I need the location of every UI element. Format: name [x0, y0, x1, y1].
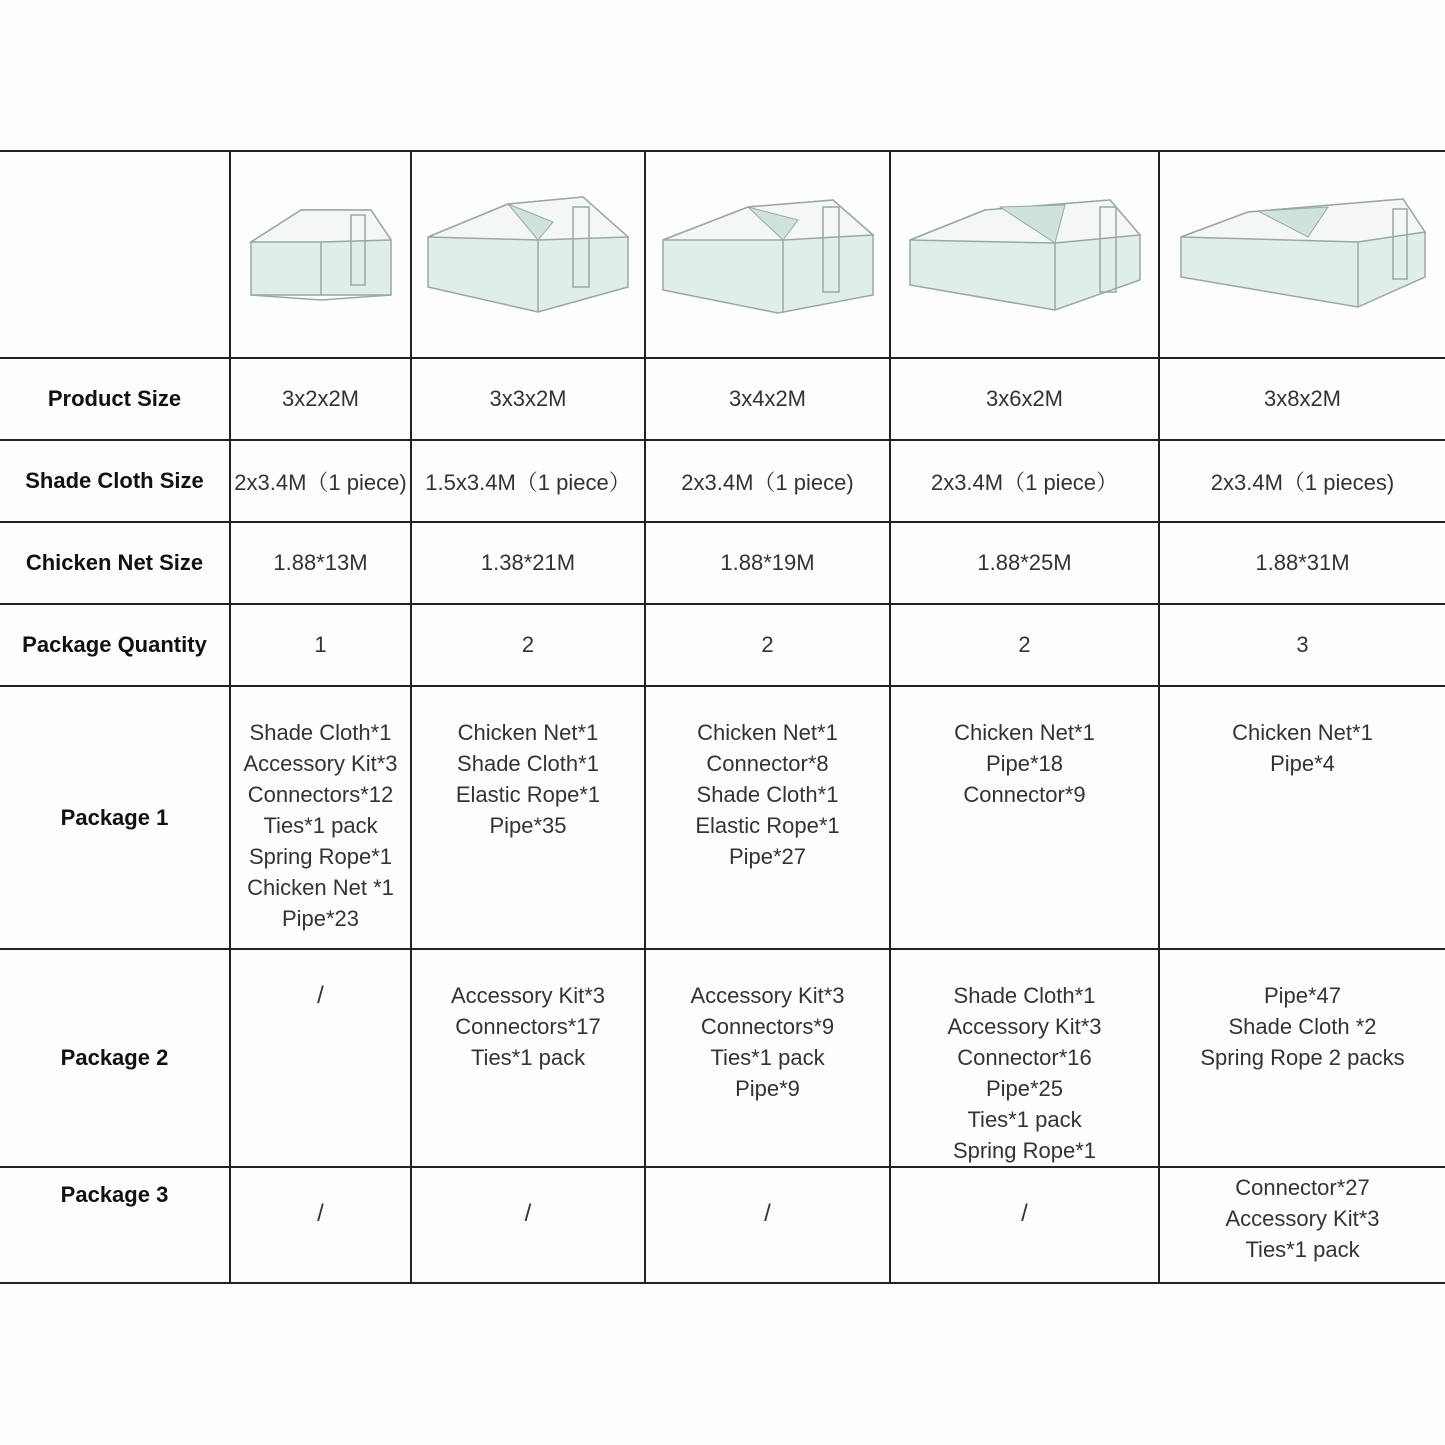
chicken-net-cell: 1.38*21M	[411, 522, 645, 604]
package-item: Connectors*12	[247, 782, 394, 807]
package-item: Pipe*23	[281, 906, 360, 931]
package-item: Connector*27	[1235, 1175, 1370, 1200]
chicken-net-cell: 1.88*13M	[230, 522, 411, 604]
package-item: Shade Cloth*1	[457, 751, 599, 776]
shade-cloth-row	[0, 440, 1445, 522]
package-item: Chicken Net *1	[247, 875, 394, 900]
product-image-cell	[1159, 151, 1445, 358]
package-item: Accessory Kit*3	[947, 1014, 1102, 1039]
row-header-shade-cloth: Shade Cloth Size	[0, 440, 230, 522]
package-item: Ties*1 pack	[967, 1107, 1082, 1132]
package-item: Pipe*27	[728, 844, 807, 869]
chicken-coop-3x2x2-icon	[241, 200, 401, 310]
package-item: Pipe*18	[985, 751, 1064, 776]
product-image-cell	[890, 151, 1159, 358]
package-item: Ties*1 pack	[263, 813, 378, 838]
shade-cloth-cell: 2x3.4M（1 pieces)	[1159, 440, 1445, 522]
package-quantity-cell: 2	[645, 604, 890, 686]
chicken-net-row	[0, 522, 1445, 604]
package-item: Chicken Net*1	[954, 720, 1095, 745]
shade-cloth-cell: 2x3.4M（1 piece)	[230, 440, 411, 522]
package-3-cell	[411, 1167, 645, 1283]
package-item: Pipe*25	[985, 1076, 1064, 1101]
corner-cell	[0, 151, 230, 358]
package-item: Spring Rope 2 packs	[1200, 1045, 1405, 1070]
package-item: Ties*1 pack	[470, 1045, 586, 1070]
package-item: Connectors*9	[700, 1014, 835, 1039]
package-2-cell	[230, 949, 411, 1167]
package-quantity-cell: 2	[890, 604, 1159, 686]
package-2-cell	[411, 949, 645, 1167]
row-header-package-2: Package 2	[0, 949, 230, 1167]
package-item: Elastic Rope*1	[695, 813, 840, 838]
chicken-coop-3x8x2-icon	[1178, 197, 1428, 312]
image-row	[0, 151, 1445, 358]
chicken-coop-3x3x2-icon	[423, 192, 633, 317]
package-item: Ties*1 pack	[1245, 1237, 1360, 1262]
package-item: Pipe*4	[1270, 751, 1335, 776]
package-quantity-cell: 3	[1159, 604, 1445, 686]
empty-slash: /	[1021, 1200, 1028, 1227]
package-item: Accessory Kit*3	[450, 983, 606, 1008]
product-size-cell: 3x6x2M	[890, 358, 1159, 440]
product-size-cell: 3x4x2M	[645, 358, 890, 440]
package-1-cell	[645, 686, 890, 949]
package-item: Pipe*47	[1263, 983, 1342, 1008]
package-item: Accessory Kit*3	[243, 751, 398, 776]
chicken-net-cell: 1.88*31M	[1159, 522, 1445, 604]
package-1-cell	[230, 686, 411, 949]
package-3-row	[0, 1167, 1445, 1283]
product-image-cell	[411, 151, 645, 358]
product-image-cell	[645, 151, 890, 358]
package-item: Shade Cloth*1	[249, 720, 392, 745]
package-2-cell	[1159, 949, 1445, 1167]
product-image-cell	[230, 151, 411, 358]
package-3-cell	[1159, 1167, 1445, 1283]
row-header-product-size: Product Size	[0, 358, 230, 440]
package-2-cell	[645, 949, 890, 1167]
spec-comparison-table	[0, 150, 1445, 1284]
package-1-row	[0, 686, 1445, 949]
product-size-cell: 3x2x2M	[230, 358, 411, 440]
chicken-coop-3x4x2-icon	[658, 195, 878, 315]
package-item: Elastic Rope*1	[455, 782, 601, 807]
package-1-cell	[890, 686, 1159, 949]
package-2-row	[0, 949, 1445, 1167]
product-size-row	[0, 358, 1445, 440]
package-item: Accessory Kit*3	[1225, 1206, 1380, 1231]
package-1-cell	[411, 686, 645, 949]
package-item: Connectors*17	[455, 1014, 601, 1039]
package-quantity-row	[0, 604, 1445, 686]
empty-slash: /	[317, 1200, 324, 1227]
package-item: Chicken Net*1	[1232, 720, 1373, 745]
package-item: Pipe*35	[489, 813, 567, 838]
package-item: Shade Cloth*1	[953, 983, 1096, 1008]
package-item: Accessory Kit*3	[690, 983, 845, 1008]
chicken-net-cell: 1.88*19M	[645, 522, 890, 604]
shade-cloth-cell: 2x3.4M（1 piece)	[645, 440, 890, 522]
package-quantity-cell: 2	[411, 604, 645, 686]
package-item: Shade Cloth*1	[696, 782, 839, 807]
row-header-chicken-net: Chicken Net Size	[0, 522, 230, 604]
package-item: Chicken Net*1	[697, 720, 838, 745]
package-1-cell	[1159, 686, 1445, 949]
row-header-package-quantity: Package Quantity	[0, 604, 230, 686]
chicken-coop-3x6x2-icon	[905, 195, 1145, 315]
row-header-package-1: Package 1	[0, 686, 230, 949]
package-item: Chicken Net*1	[457, 720, 599, 745]
empty-slash: /	[524, 1200, 532, 1227]
package-3-cell	[890, 1167, 1159, 1283]
package-3-cell	[230, 1167, 411, 1283]
product-size-cell: 3x3x2M	[411, 358, 645, 440]
package-item: Connector*9	[963, 782, 1086, 807]
package-quantity-cell: 1	[230, 604, 411, 686]
shade-cloth-cell: 2x3.4M（1 piece）	[890, 440, 1159, 522]
product-size-cell: 3x8x2M	[1159, 358, 1445, 440]
package-item: Ties*1 pack	[710, 1045, 825, 1070]
empty-slash: /	[317, 982, 324, 1009]
package-item: Connector*8	[706, 751, 829, 776]
row-header-package-3: Package 3	[0, 1167, 230, 1283]
package-item: Shade Cloth *2	[1228, 1014, 1377, 1039]
shade-cloth-cell: 1.5x3.4M（1 piece）	[411, 440, 645, 522]
package-item: Pipe*9	[735, 1076, 800, 1101]
chicken-net-cell: 1.88*25M	[890, 522, 1159, 604]
package-item: Spring Rope*1	[952, 1138, 1097, 1163]
empty-slash: /	[764, 1200, 771, 1227]
package-2-cell	[890, 949, 1159, 1167]
package-3-cell	[645, 1167, 890, 1283]
package-item: Spring Rope*1	[248, 844, 393, 869]
package-item: Connector*16	[957, 1045, 1092, 1070]
